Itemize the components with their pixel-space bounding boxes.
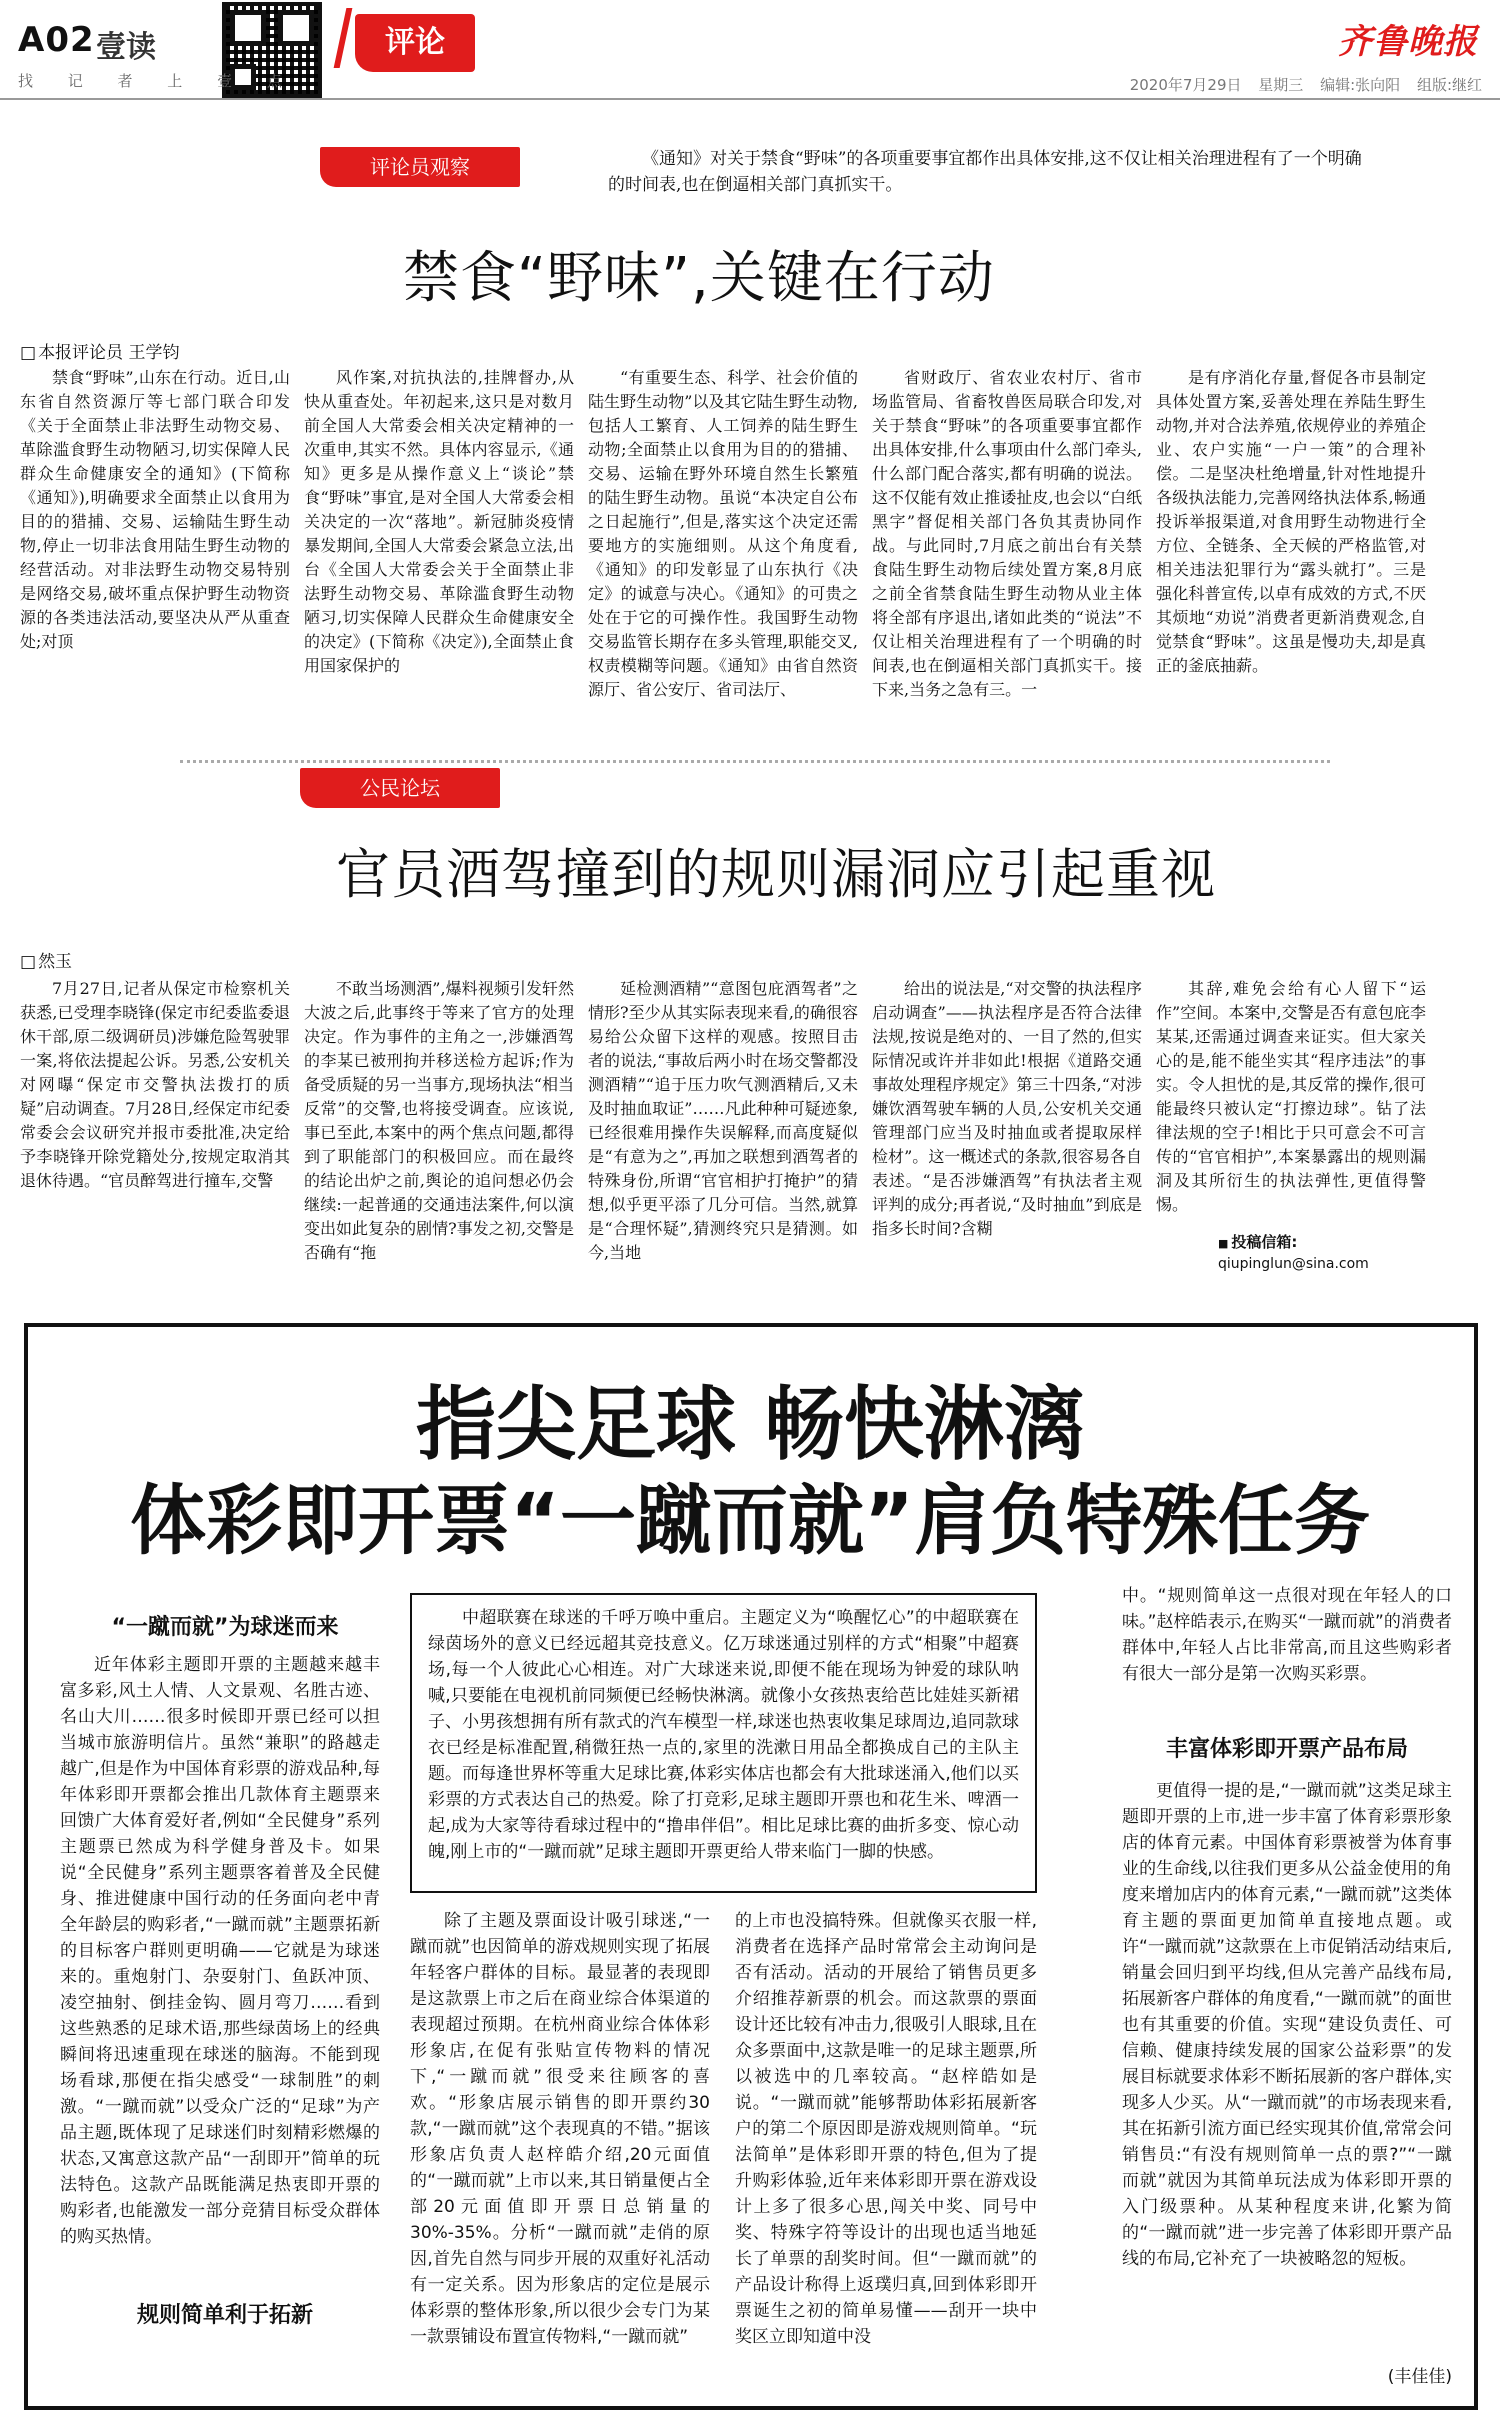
newspaper-logo: 齐鲁晚报 <box>1338 22 1478 62</box>
sub-tags: 找 记 者 上 壹 点 <box>18 72 286 90</box>
article1-column: “有重要生态、科学、社会价值的陆生野生动物”以及其它陆生野生动物,包括人工繁育、人工饲养的陆生野生动物;全面禁止以食用为目的的猎捕、交易、运输在野外环境自然生长繁殖的陆生野生动物。虽说“本决定自公布之日起施行”,但是,落实这个决定还需要地方的实施细则。从这个角度看,《通知》的印发彰显了山东执行《决定》的诚意与决心。《通知》的可贵之处在于它的可操作性。我国野生动物交易监管长期存在多头管理,职能交叉,权责模糊等问题。《通知》由省自然资源厅、省公安厅、省司法厅、 <box>588 368 858 699</box>
feature-column: 的上市也没搞特殊。但就像买衣服一样,消费者在选择产品时常常会主动询问是否有活动。活动的开展给了销售员更多介绍推荐新票的机会。而这款票的票面设计还比较有冲击力,很吸引人眼球,且在众多票面中,这款是唯一的足球主题票,所以被选中的几率较高。“赵梓皓如是说。“一蹴而就”能够帮助体彩拓展新客户的第二个原因即是游戏规则简单。“玩法简单”是体彩即开票的特色,但为了提升购彩体验,近年来体彩即开票在游戏设计上多了很多心思,闯关中奖、同号中奖、特殊字符等设计的出现也适当地延长了单票的刮奖时间。但“一蹴而就”的产品设计称得上返璞归真,回到体彩即开票诞生之初的简单易懂——刮开一块中奖区立即知道中没 <box>735 1911 1037 2347</box>
article1-deck: 《通知》对关于禁食“野味”的各项重要事宜都作出具体安排,这不仅让相关治理进程有了一个明确的时间表,也在倒逼相关部门真抓实干。 <box>608 149 1362 195</box>
feature-title-line1: 指尖足球 畅快淋漓 <box>416 1378 1084 1471</box>
feature-lead-box <box>410 1593 1037 1893</box>
article1-column: 省财政厅、省农业农村厅、省市场监管局、省畜牧兽医局联合印发,对关于禁食“野味”的各项重要事宜都作出具体安排,什么事项由什么部门牵头,什么部门配合落实,都有明确的说法。这不仅能有效止推诿扯皮,也会以“白纸黑字”督促相关部门各负其责协同作战。与此同时,7月底之前出台有关禁食陆生野生动物后续处置方案,8月底之前全省禁食陆生野生动物从业主体将全部有序退出,诸如此类的“说法”不仅让相关治理进程有了一个明确的时间表,也在倒逼相关部门真抓实干。接下来,当务之急有三。一 <box>872 368 1142 699</box>
article2-tag: 公民论坛 <box>300 768 500 808</box>
article1-headline: 禁食“野味”,关键在行动 <box>403 246 995 311</box>
layout-editor: 组版:继红 <box>1416 76 1482 94</box>
feature-subhead: 丰富体彩即开票产品布局 <box>1165 1737 1408 1762</box>
article2-column: 7月27日,记者从保定市检察机关获悉,已受理李晓锋(保定市纪委监委退休干部,原二级调研员)涉嫌危险驾驶罪一案,将依法提起公诉。另悉,公安机关对网曝“保定市交警执法拨打的质疑”启动调查。7月28日,经保定市纪委常委会会议研究并报市委批准,决定给予李晓锋开除党籍处分,按规定取消其退休待遇。“官员醉驾进行撞车,交警 <box>20 979 290 1190</box>
article1-body <box>20 366 1482 718</box>
feature-subhead: “一蹴而就”为球迷而来 <box>111 1615 339 1640</box>
page-number: A02 <box>18 20 95 60</box>
feature-subhead: 规则简单利于拓新 <box>136 2303 313 2328</box>
feature-column: 中。“规则简单这一点很对现在年轻人的口味。”赵梓皓表示,在购买“一蹴而就”的消费者群体中,年轻人占比非常高,而且这些购彩者有很大一部分是第一次购买彩票。 <box>1122 1586 1452 1684</box>
article2-headline: 官员酒驾撞到的规则漏洞应引起重视 <box>336 843 1216 906</box>
feature-signature: (丰佳佳) <box>1387 2367 1452 2387</box>
column-tab-accent <box>334 8 353 68</box>
section-divider <box>180 760 1330 763</box>
article1-column: 是有序消化存量,督促各市县制定具体处置方案,妥善处理在养陆生野生动物,并对合法养殖,依规停业的养殖企业、农户实施“一户一策”的合理补偿。二是坚决杜绝增量,针对性地提升各级执法能力,完善网络执法体系,畅通投诉举报渠道,对食用野生动物进行全方位、全链条、全天候的严格监管,对相关违法犯罪行为“露头就打”。三是强化科普宣传,以卓有成效的方式,不厌其烦地“劝说”消费者更新消费观念,自觉禁食“野味”。这虽是慢功夫,却是真正的釜底抽薪。 <box>1156 368 1426 675</box>
article1-tag: 评论员观察 <box>320 147 520 187</box>
editor: 编辑:张向阳 <box>1320 76 1401 94</box>
article2-byline: □ 然玉 <box>20 947 72 972</box>
article1-column: 风作案,对抗执法的,挂牌督办,从快从重查处。年初起来,这只是对数月前全国人大常委会相关决定精神的一次重申,其实不然。具体内容显示,《通知》更多是从操作意义上“谈论”禁食“野味”事宜,是对全国人大常委会相关决定的一次“落地”。新冠肺炎疫情暴发期间,全国人大常委会紧急立法,出台《全国人大常委会关于全面禁止非法野生动物交易、革除滥食野生动物陋习,切实保障人民群众生命健康安全的决定》(下简称《决定》),全面禁止食用国家保护的 <box>304 368 574 675</box>
weekday: 星期三 <box>1258 76 1304 94</box>
article2-column: 不敢当场测酒”,爆料视频引发轩然大波之后,此事终于等来了官方的处理决定。作为事件的主角之一,涉嫌酒驾的李某已被刑拘并移送检方起诉;作为备受质疑的另一当事方,现场执法“相当反常”的交警,也将接受调查。应该说,事已至此,本案中的两个焦点问题,都得到了职能部门的积极回应。而在最终的结论出炉之前,舆论的追问想必仍会继续:一起普通的交通违法案件,何以演变出如此复杂的剧情?事发之初,交警是否确有“拖 <box>304 979 574 1262</box>
section-name: 壹读 <box>96 30 156 65</box>
date: 2020年7月29日 <box>1129 76 1242 94</box>
page-meta <box>1130 74 1482 95</box>
article2-column: 给出的说法是,“对交警的执法程序启动调查”——执法程序是否符合法律法规,按说是绝对的、一目了然的,但实际情况或许并非如此!根据《道路交通事故处理程序规定》第三十四条,“对涉嫌饮酒驾驶车辆的人员,公安机关交通管理部门应当及时抽血或者提取尿样检材”。这一概述式的条款,很容易各自表述。“是否涉嫌酒驾”有执法者主观评判的成分;再者说,“及时抽血”到底是指多长时间?含糊 <box>872 979 1142 1238</box>
contribute-email[interactable]: qiupinglun@sina.com <box>1218 1256 1369 1272</box>
article2-column: 其辞,难免会给有心人留下“运作”空间。本案中,交警是否有意包庇李某某,还需通过调查来证实。但大家关心的是,能不能坐实其“程序违法”的事实。令人担忧的是,其反常的操作,很可能最终只被认定“打擦边球”。钻了法律法规的空子!相比于只可意会不可言传的“官官相护”,本案暴露出的规则漏洞及其所衍生的执法弹性,更值得警惕。 <box>1156 979 1426 1214</box>
feature-title-line2: 体彩即开票“一蹴而就”肩负特殊任务 <box>130 1476 1370 1565</box>
article1-column: 禁食“野味”,山东在行动。近日,山东省自然资源厅等七部门联合印发《关于全面禁止非法野生动物交易、革除滥食野生动物陋习,切实保障人民群众生命健康安全的通知》(下简称《通知》),明确要求全面禁止以食用为目的的猎捕、交易、运输陆生野生动物,停止一切非法食用陆生野生动物的经营活动。对非法野生动物交易特别是网络交易,破坏重点保护野生动物资源的各类违法活动,要坚决从严从重查处;对顶 <box>20 368 290 651</box>
feature-column: 更值得一提的是,“一蹴而就”这类足球主题即开票的上市,进一步丰富了体育彩票形象店的体育元素。中国体育彩票被誉为体育事业的生命线,以往我们更多从公益金使用的角度来增加店内的体育元素,“一蹴而就”这类体育主题的票面更加简单直接地点题。或许“一蹴而就”这款票在上市促销活动结束后,销量会回归到平均线,但从完善产品线布局,拓展新客户群体的角度看,“一蹴而就”的面世也有其重要的价值。实现“建设负责任、可信赖、健康持续发展的国家公益彩票”的发展目标就要求体彩不断拓展新的客户群体,实现多人少买。从“一蹴而就”的市场表现来看,其在拓新引流方面已经实现其价值,常常会问销售员:“有没有规则简单一点的票?”“一蹴而就”就因为其简单玩法成为体彩即开票的入门级票种。从某种程度来讲,化繁为简的“一蹴而就”进一步完善了体彩即开票产品线的布局,它补充了一块被略忽的短板。 <box>1122 1781 1452 2269</box>
feature-column: 除了主题及票面设计吸引球迷,“一蹴而就”也因简单的游戏规则实现了拓展年轻客户群体的目标。最显著的表现即是这款票上市之后在商业综合体渠道的表现超过预期。在杭州商业综合体体彩形象店,在促有张贴宣传物料的情况下,“一蹴而就”很受来往顾客的喜欢。“形象店展示销售的即开票约30款,“一蹴而就”这个表现真的不错。”据该形象店负责人赵梓皓介绍,20元面值的“一蹴而就”上市以来,其日销量便占全部20元面值即开票日总销量的30%-35%。分析“一蹴而就”走俏的原因,首先自然与同步开展的双重好礼活动有一定关系。因为形象店的定位是展示体彩票的整体形象,所以很少会专门为某一款票铺设布置宣传物料,“一蹴而就” <box>410 1911 710 2347</box>
column-tab: 评论 <box>355 14 475 72</box>
article1-byline: □ 本报评论员 王学钧 <box>20 338 179 363</box>
feature-column: 近年体彩主题即开票的主题越来越丰富多彩,风土人情、人文景观、名胜古迹、名山大川……很多时候即开票已经可以担当城市旅游明信片。虽然“兼职”的路越走越广,但是作为中国体育彩票的游戏品种,每年体彩即开票都会推出几款体育主题票来回馈广大体育爱好者,例如“全民健身”系列主题票已然成为科学健身普及卡。如果说“全民健身”系列主题票客着普及全民健身、推进健康中国行动的任务面向老中青全年龄层的购彩者,“一蹴而就”主题票拓新的目标客户群则更明确——它就是为球迷来的。重炮射门、杂耍射门、鱼跃冲顶、凌空抽射、倒挂金钩、圆月弯刀……看到这些熟悉的足球术语,那些绿茵场上的经典瞬间将迅速重现在球迷的脑海。不能到现场看球,那便在指尖感受“一球制胜”的刺激。“一蹴而就”以受众广泛的“足球”为产品主题,既体现了足球迷们时刻精彩燃爆的状态,又寓意这款产品“一刮即开”简单的玩法特色。这款产品既能满足热衷即开票的购彩者,也能激发一部分竞猜目标受众群体的购买热情。 <box>60 1655 380 2247</box>
contribute-label: ■ 投稿信箱: <box>1218 1231 1297 1252</box>
article2-column: 延检测酒精”“意图包庇酒驾者”之情形?至少从其实际表现来看,的确很容易给公众留下这样的观感。按照目击者的说法,“事故后两小时在场交警都没测酒精”“追于压力吹气测酒精后,又未及时抽血取证”……凡此种种可疑迹象,已经很难用操作失误解释,而高度疑似是“有意为之”,再加之联想到酒驾者的特殊身份,所谓“官官相护打掩护”的猜想,似乎更平添了几分可信。当然,就算是“合理怀疑”,猜测终究只是猜测。如今,当地 <box>588 979 858 1262</box>
header-divider <box>0 98 1500 100</box>
feature-lead: 中超联赛在球迷的千呼万唤中重启。主题定义为“唤醒忆心”的中超联赛在绿茵场外的意义已经远超其竞技意义。亿万球迷通过别样的方式“相聚”中超赛场,每一个人彼此心心相连。对广大球迷来说,即便不能在现场为钟爱的球队呐喊,只要能在电视机前同频便已经畅快淋漓。就像小女孩热衷给芭比娃娃买新裙子、小男孩想拥有所有款式的汽车模型一样,球迷也热衷收集足球周边,追同款球衣已经是标准配置,稍微狂热一点的,家里的洗漱日用品全都换成自己的主队主题。而每逢世界杯等重大足球比赛,体彩实体店也都会有大批球迷涌入,他们以买彩票的方式表达自己的热爱。除了打竞彩,足球主题即开票也和花生米、啤酒一起,成为大家等待看球过程中的“撸串伴侣”。相比足球比赛的曲折多变、惊心动魄,刚上市的“一蹴而就”足球主题即开票更给人带来临门一脚的快感。 <box>428 1608 1019 1862</box>
page-header <box>0 0 1500 100</box>
